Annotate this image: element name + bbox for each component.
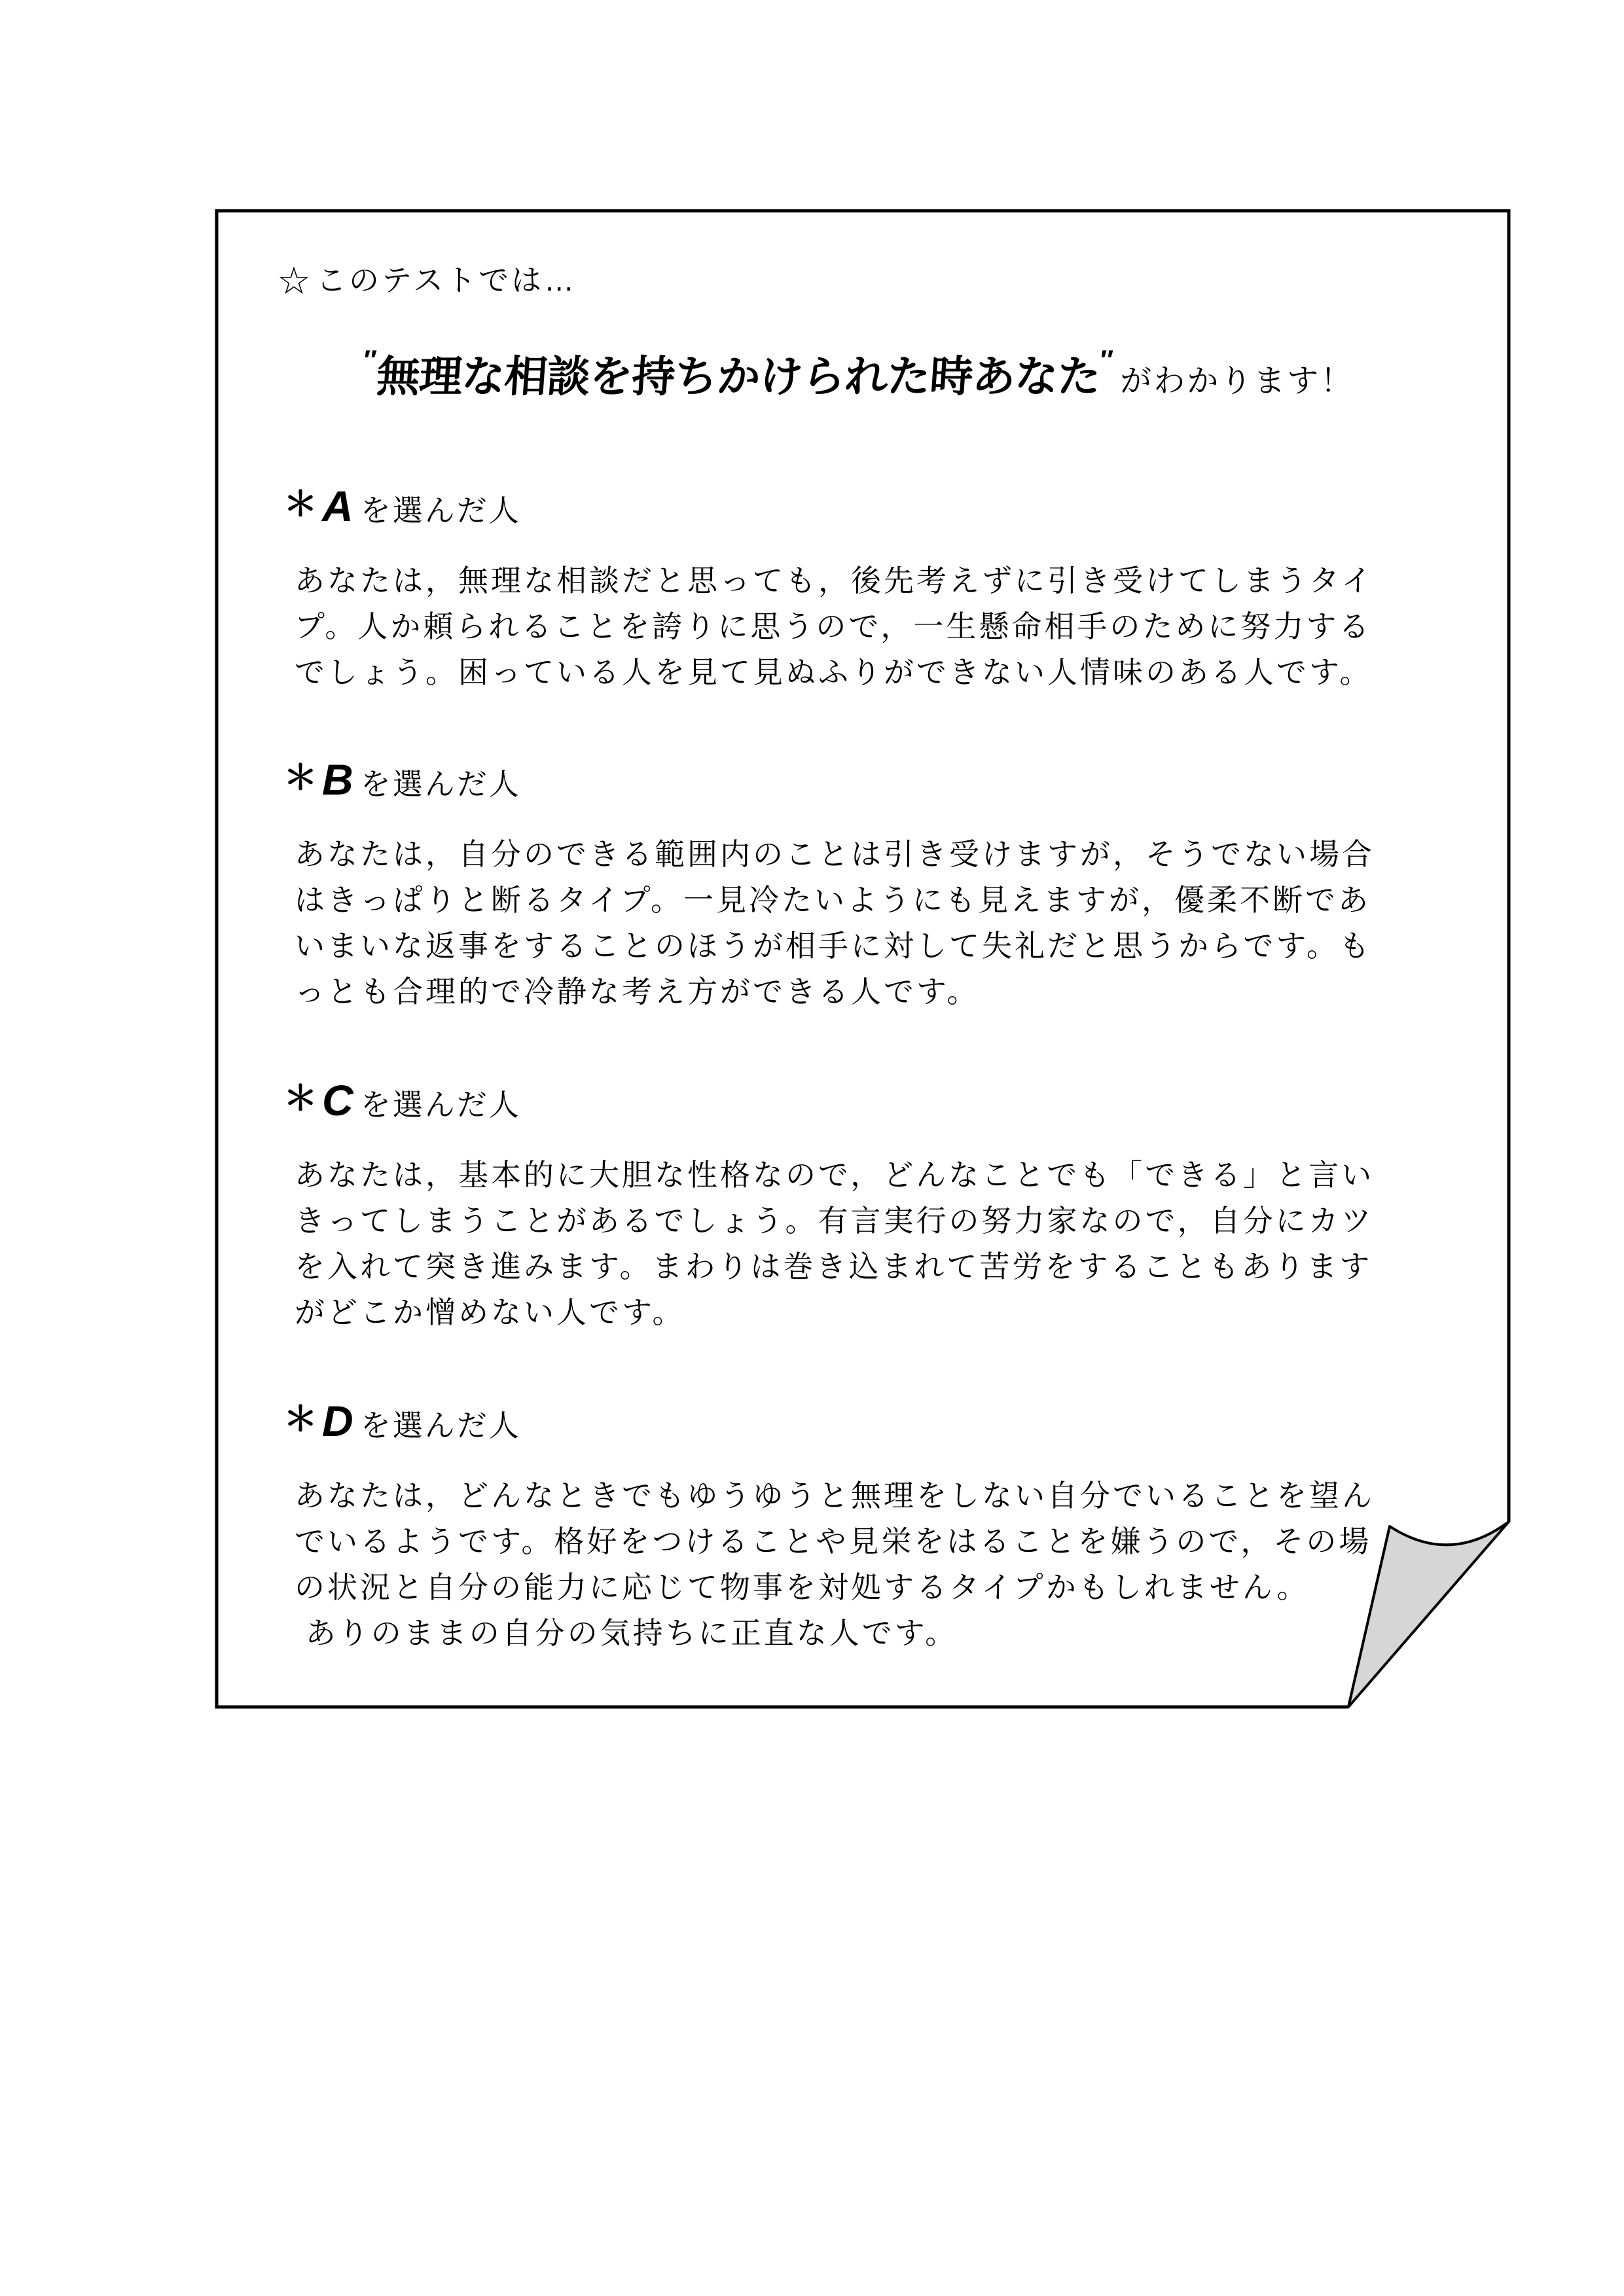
section-c-letter: C [322,1076,355,1124]
intro-line [277,257,577,303]
intro-text: このテストでは… [316,263,577,297]
section-a-letter: A [322,482,355,530]
paragraph-line: でいるようです。格好をつけることや見栄をはることを嫌うので，その場 [295,1524,1372,1558]
paragraph-line: ありのままの自分の気持ちに正直な人です。 [295,1616,958,1650]
asterisk-icon: ＊ [283,486,320,524]
close-quote-icon: ″ [1100,344,1114,375]
section-d-heading [283,1399,521,1443]
asterisk-icon: ＊ [283,759,320,797]
paragraph-line: あなたは，自分のできる範囲内のことは引き受けますが，そうでない場合 [295,837,1375,871]
paragraph-line: プ。人か頼られることを誇りに思うので，一生懸命相手のために努力する [295,609,1372,643]
section-c-label: を選んだ人 [360,1088,521,1122]
paragraph-line: を入れて突き進みます。まわりは巻き込まれて苦労をすることもあります [295,1249,1373,1283]
section-a-label: を選んだ人 [360,493,521,528]
section-b-paragraph [295,831,1420,1014]
section-b-heading [283,755,521,804]
section-b-label: を選んだ人 [360,767,521,801]
paragraph-line: でしょう。困っている人を見て見ぬふりができない人情味のある人です。 [295,655,1373,689]
section-c-heading [283,1076,521,1124]
section-b-letter: B [322,755,355,804]
asterisk-icon: ＊ [283,1401,320,1439]
paragraph-line: がどこか憎めない人です。 [295,1295,685,1329]
paragraph-line: っとも合理的で冷静な考え方ができる人です。 [295,975,980,1009]
paragraph-line: あなたは，無理な相談だと思っても，後先考えずに引き受けてしまうタイ [295,564,1375,598]
asterisk-icon: ＊ [283,1080,320,1118]
section-d-label: を選んだ人 [360,1408,521,1443]
paragraph-line: いまいな返事をすることのほうが相手に対して失礼だと思うからです。も [295,929,1372,963]
open-quote-icon: ″ [364,344,378,375]
section-c-paragraph [295,1152,1420,1335]
paragraph-line: あなたは，基本的に大胆な性格なので，どんなことでも「できる」と言い [295,1158,1375,1192]
headline [364,342,1354,404]
section-d-letter: D [322,1397,355,1445]
section-d-paragraph [295,1473,1420,1656]
paragraph-line: はきっぱりと断るタイプ。一見冷たいようにも見えますが，優柔不断であ [295,883,1371,917]
paragraph-line: きってしまうことがあるでしょう。有言実行の努力家なので，自分にカツ [295,1204,1374,1238]
paragraph-line: あなたは，どんなときでもゆうゆうと無理をしない自分でいることを望ん [295,1479,1375,1513]
section-a-heading [283,484,521,528]
paragraph-line: の状況と自分の能力に応じて物事を対処するタイプかもしれません。 [295,1570,1310,1604]
section-a-paragraph [295,558,1420,695]
headline-bold-text: 無理な相談を持ちかけられた時あなた [375,352,1102,401]
star-icon: ☆ [277,260,316,302]
headline-suffix: がわかります！ [1120,364,1354,399]
